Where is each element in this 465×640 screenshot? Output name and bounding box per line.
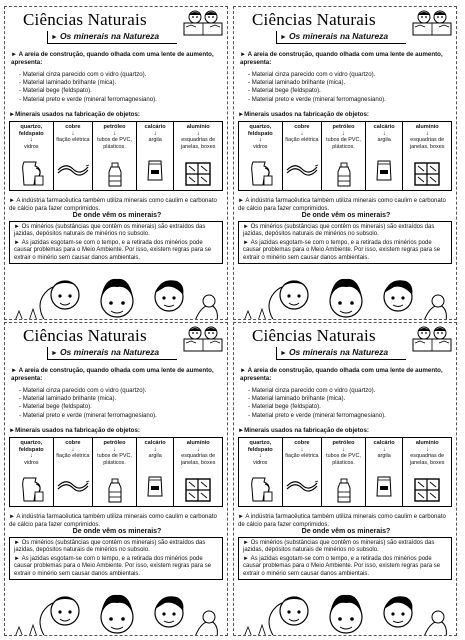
worksheet-card [233, 322, 457, 636]
mineral-name: quartzo, feldspato [18, 440, 44, 453]
bullet-arrow-icon: ► [14, 224, 22, 230]
mineral-name: calcário [144, 440, 166, 446]
mineral-name: calcário [373, 124, 395, 130]
card-subtitle-text: Os minerais na Natureza [59, 347, 160, 357]
bullet-arrow-icon: ► [238, 427, 245, 434]
mineral-name: petróleo [332, 124, 355, 130]
bullet-arrow-icon: ► [11, 367, 19, 374]
list-item: - Material laminado brilhante (mica). [248, 395, 452, 403]
list-item: - Material preto e verde (mineral ferromagnesiano). [19, 412, 223, 420]
mineral-product: tubos de PVC, plásticos. [97, 453, 132, 466]
sand-components-list [248, 71, 452, 104]
bullet-arrow-icon: ► [238, 513, 246, 520]
list-item: - Material laminado brilhante (mica). [19, 79, 223, 87]
origin-paragraph [14, 224, 218, 239]
mineral-name: cobre [294, 124, 310, 130]
children-reading-icon [183, 9, 223, 37]
window-frame-icon [414, 478, 440, 502]
children-illustration-icon [5, 265, 228, 320]
plastic-bottle-icon [334, 478, 354, 504]
pharma-text [9, 513, 223, 528]
mineral-name: alumínio [186, 124, 210, 130]
origin-paragraph-text: Os minérios (substâncias que contêm os minerais) são extraídos das jazidas, depósitos naturais de minérios no subsolo. [14, 224, 206, 238]
pharma-text [238, 513, 452, 528]
mineral-cell-quartz [10, 122, 54, 190]
intro-text-content: A areia de construção, quando olhada com uma lente de aumento, apresenta: [240, 367, 443, 382]
list-item: - Material bege (feldspato). [248, 87, 452, 95]
mineral-cell-limestone [366, 438, 404, 506]
arrow-down-icon: ↓ [258, 453, 262, 459]
list-item: - Material bege (feldspato). [19, 87, 223, 95]
bullet-arrow-icon: ► [243, 555, 251, 562]
section-question: De onde vêm os minerais? [301, 528, 391, 535]
origin-paragraph [14, 240, 218, 262]
list-item: - Material bege (feldspato). [248, 403, 452, 411]
section-question: De onde vêm os minerais? [301, 212, 391, 219]
mineral-name: quartzo, feldspato [247, 440, 273, 453]
mineral-cell-copper [283, 438, 323, 506]
mineral-cell-copper [54, 438, 94, 506]
mineral-origin-box [238, 537, 452, 580]
plastic-bottle-icon [334, 162, 354, 188]
mineral-cell-aluminium [174, 122, 222, 190]
list-item: - Material cinza parecido com o vidro (quartzo). [19, 387, 223, 395]
arrow-down-icon: ↓ [342, 130, 346, 137]
arrow-down-icon: ↓ [425, 130, 429, 137]
glass-pitcher-icon [245, 474, 275, 504]
list-item: - Material preto e verde (mineral ferromagnesiano). [248, 412, 452, 420]
bullet-arrow-icon: ► [243, 540, 251, 546]
list-item: - Material laminado brilhante (mica). [19, 395, 223, 403]
bullet-arrow-icon: ► [240, 51, 248, 58]
minerals-table [238, 437, 452, 507]
arrow-down-icon: ↓ [342, 446, 346, 453]
mineral-cell-quartz [239, 122, 283, 190]
mineral-cell-quartz [239, 438, 283, 506]
clay-bag-icon [145, 474, 165, 498]
bullet-arrow-icon: ► [11, 51, 19, 58]
minerals-table [238, 121, 452, 191]
mineral-product: tubos de PVC, plásticos. [326, 453, 361, 466]
mineral-cell-petroleum [93, 438, 137, 506]
origin-paragraph [243, 224, 447, 239]
mineral-product: esquadrias de janelas, boxes [180, 453, 216, 466]
children-illustration-icon [234, 265, 457, 320]
origin-paragraph-text: As jazidas esgotam-se com o tempo, e a retirada dos minérios pode causar problemas para o Meio Ambiente. Por isso, existem regras para se extrair o minério sem causar danos ambientais. [14, 555, 212, 577]
card-subtitle-text: Os minerais na Natureza [288, 347, 389, 357]
section-question: De onde vêm os minerais? [72, 212, 162, 219]
window-frame-icon [185, 162, 211, 186]
pharma-text [238, 197, 452, 212]
card-subtitle [47, 31, 177, 44]
mineral-product: fiação elétrica [56, 137, 90, 143]
bullet-arrow-icon: ► [14, 540, 22, 546]
mineral-product: fiação elétrica [285, 453, 319, 459]
minerals-heading [238, 111, 452, 118]
pointer-icon: ► [280, 34, 287, 41]
origin-paragraph-text: Os minérios (substâncias que contêm os minerais) são extraídos das jazidas, depósitos naturais de minérios no subsolo. [243, 540, 435, 554]
arrow-down-icon: ↓ [153, 130, 157, 137]
list-item: - Material cinza parecido com o vidro (quartzo). [19, 71, 223, 79]
glass-pitcher-icon [16, 158, 46, 188]
mineral-name: calcário [144, 124, 166, 130]
bullet-arrow-icon: ► [240, 367, 248, 374]
mineral-product: fiação elétrica [56, 453, 90, 459]
mineral-name: alumínio [415, 440, 439, 446]
mineral-name: petróleo [332, 440, 355, 446]
intro-text [11, 51, 223, 67]
bullet-arrow-icon: ► [9, 111, 16, 118]
card-subtitle-text: Os minerais na Natureza [288, 31, 389, 41]
list-item: - Material laminado brilhante (mica). [248, 79, 452, 87]
mineral-cell-petroleum [322, 438, 366, 506]
mineral-product: argila [377, 137, 391, 143]
children-illustration-icon [234, 581, 457, 636]
card-subtitle [47, 347, 177, 360]
mineral-product: tubos de PVC, plásticos. [326, 137, 361, 150]
minerals-heading-text: Minerais usados na fabricação de objetos: [244, 427, 369, 434]
arrow-down-icon: ↓ [113, 130, 117, 137]
mineral-cell-petroleum [93, 122, 137, 190]
mineral-cell-aluminium [174, 438, 222, 506]
intro-text [240, 367, 452, 383]
origin-paragraph-text: Os minérios (substâncias que contêm os minerais) são extraídos das jazidas, depósitos naturais de minérios no subsolo. [14, 540, 206, 554]
card-title: Ciências Naturais [23, 10, 147, 29]
mineral-name: cobre [294, 440, 310, 446]
pointer-icon: ► [51, 34, 58, 41]
intro-text-content: A areia de construção, quando olhada com uma lente de aumento, apresenta: [11, 51, 214, 66]
mineral-product: vidros [253, 143, 268, 150]
origin-paragraph-text: As jazidas esgotam-se com o tempo, e a retirada dos minérios pode causar problemas para o Meio Ambiente. Por isso, existem regras para se extrair o minério sem causar danos ambientais. [14, 239, 212, 261]
origin-paragraph [243, 556, 447, 578]
minerals-heading-text: Minerais usados na fabricação de objetos: [15, 111, 140, 118]
card-title: Ciências Naturais [252, 10, 376, 29]
children-reading-icon [183, 325, 223, 353]
mineral-name: cobre [65, 124, 81, 130]
window-frame-icon [414, 162, 440, 186]
minerals-heading-text: Minerais usados na fabricação de objetos: [244, 111, 369, 118]
mineral-name: calcário [373, 440, 395, 446]
mineral-cell-copper [283, 122, 323, 190]
worksheet-card [4, 322, 228, 636]
minerals-heading-text: Minerais usados na fabricação de objetos: [15, 427, 140, 434]
mineral-cell-petroleum [322, 122, 366, 190]
bullet-arrow-icon: ► [238, 111, 245, 118]
mineral-origin-box [9, 537, 223, 580]
worksheet-card [4, 6, 228, 320]
mineral-name: petróleo [103, 124, 126, 130]
bullet-arrow-icon: ► [9, 197, 17, 204]
arrow-down-icon: ↓ [196, 130, 200, 137]
mineral-product: esquadrias de janelas, boxes [409, 137, 445, 150]
electric-wire-icon [56, 472, 90, 496]
list-item: - Material preto e verde (mineral ferromagnesiano). [19, 96, 223, 104]
minerals-table [9, 121, 223, 191]
minerals-heading [9, 111, 223, 118]
card-title: Ciências Naturais [23, 326, 147, 345]
mineral-cell-copper [54, 122, 94, 190]
section-question: De onde vêm os minerais? [72, 528, 162, 535]
mineral-product: argila [148, 453, 162, 459]
arrow-down-icon: ↓ [71, 446, 75, 453]
pharma-text-content: A indústria farmacêutica também utiliza minerais como caulim e carbonato de cálcio para fazer comprimidos. [238, 197, 446, 212]
intro-text [240, 51, 452, 67]
arrow-down-icon: ↓ [153, 446, 157, 453]
plastic-bottle-icon [105, 478, 125, 504]
minerals-heading [9, 427, 223, 434]
arrow-down-icon: ↓ [300, 446, 304, 453]
card-title: Ciências Naturais [252, 326, 376, 345]
pointer-icon: ► [51, 350, 58, 357]
minerals-heading [238, 427, 452, 434]
mineral-cell-aluminium [403, 438, 451, 506]
origin-paragraph [243, 240, 447, 262]
list-item: - Material cinza parecido com o vidro (quartzo). [248, 387, 452, 395]
mineral-cell-quartz [10, 438, 54, 506]
mineral-product: vidros [24, 459, 39, 466]
origin-paragraph [14, 556, 218, 578]
arrow-down-icon: ↓ [71, 130, 75, 137]
sand-components-list [248, 387, 452, 420]
children-illustration-icon [5, 581, 228, 636]
mineral-product: vidros [253, 459, 268, 466]
intro-text-content: A areia de construção, quando olhada com uma lente de aumento, apresenta: [240, 51, 443, 66]
origin-paragraph-text: Os minérios (substâncias que contêm os minerais) são extraídos das jazidas, depósitos naturais de minérios no subsolo. [243, 224, 435, 238]
clay-bag-icon [374, 158, 394, 182]
pharma-text-content: A indústria farmacêutica também utiliza minerais como caulim e carbonato de cálcio para fazer comprimidos. [9, 513, 217, 528]
mineral-cell-aluminium [403, 122, 451, 190]
minerals-table [9, 437, 223, 507]
glass-pitcher-icon [245, 158, 275, 188]
bullet-arrow-icon: ► [9, 427, 16, 434]
mineral-cell-limestone [137, 438, 175, 506]
children-reading-icon [412, 325, 452, 353]
bullet-arrow-icon: ► [243, 224, 251, 230]
pharma-text [9, 197, 223, 212]
sand-components-list [19, 71, 223, 104]
bullet-arrow-icon: ► [9, 513, 17, 520]
intro-text [11, 367, 223, 383]
electric-wire-icon [285, 156, 319, 180]
children-reading-icon [412, 9, 452, 37]
window-frame-icon [185, 478, 211, 502]
plastic-bottle-icon [105, 162, 125, 188]
mineral-product: argila [377, 453, 391, 459]
mineral-product: fiação elétrica [285, 137, 319, 143]
mineral-name: cobre [65, 440, 81, 446]
origin-paragraph [14, 540, 218, 555]
card-subtitle [276, 31, 406, 44]
electric-wire-icon [285, 472, 319, 496]
arrow-down-icon: ↓ [113, 446, 117, 453]
mineral-name: quartzo, feldspato [18, 124, 44, 137]
arrow-down-icon: ↓ [382, 130, 386, 137]
origin-paragraph-text: As jazidas esgotam-se com o tempo, e a retirada dos minérios pode causar problemas para o Meio Ambiente. Por isso, existem regras para se extrair o minério sem causar danos ambientais. [243, 555, 441, 577]
mineral-name: petróleo [103, 440, 126, 446]
arrow-down-icon: ↓ [300, 130, 304, 137]
mineral-product: tubos de PVC, plásticos. [97, 137, 132, 150]
mineral-product: esquadrias de janelas, boxes [180, 137, 216, 150]
bullet-arrow-icon: ► [243, 239, 251, 246]
mineral-product: argila [148, 137, 162, 143]
arrow-down-icon: ↓ [29, 453, 33, 459]
list-item: - Material cinza parecido com o vidro (quartzo). [248, 71, 452, 79]
mineral-name: alumínio [415, 124, 439, 130]
arrow-down-icon: ↓ [258, 137, 262, 143]
arrow-down-icon: ↓ [196, 446, 200, 453]
intro-text-content: A areia de construção, quando olhada com uma lente de aumento, apresenta: [11, 367, 214, 382]
origin-paragraph-text: As jazidas esgotam-se com o tempo, e a retirada dos minérios pode causar problemas para o Meio Ambiente. Por isso, existem regras para se extrair o minério sem causar danos ambientais. [243, 239, 441, 261]
bullet-arrow-icon: ► [14, 239, 22, 246]
glass-pitcher-icon [16, 474, 46, 504]
mineral-cell-limestone [366, 122, 404, 190]
pharma-text-content: A indústria farmacêutica também utiliza minerais como caulim e carbonato de cálcio para fazer comprimidos. [238, 513, 446, 528]
list-item: - Material bege (feldspato). [19, 403, 223, 411]
mineral-cell-limestone [137, 122, 175, 190]
clay-bag-icon [374, 474, 394, 498]
arrow-down-icon: ↓ [382, 446, 386, 453]
bullet-arrow-icon: ► [14, 555, 22, 562]
electric-wire-icon [56, 156, 90, 180]
arrow-down-icon: ↓ [425, 446, 429, 453]
mineral-origin-box [238, 221, 452, 264]
mineral-name: quartzo, feldspato [247, 124, 273, 137]
mineral-origin-box [9, 221, 223, 264]
mineral-name: alumínio [186, 440, 210, 446]
mineral-product: vidros [24, 143, 39, 150]
mineral-product: esquadrias de janelas, boxes [409, 453, 445, 466]
pointer-icon: ► [280, 350, 287, 357]
arrow-down-icon: ↓ [29, 137, 33, 143]
worksheet-card [233, 6, 457, 320]
sand-components-list [19, 387, 223, 420]
list-item: - Material preto e verde (mineral ferromagnesiano). [248, 96, 452, 104]
origin-paragraph [243, 540, 447, 555]
pharma-text-content: A indústria farmacêutica também utiliza minerais como caulim e carbonato de cálcio para fazer comprimidos. [9, 197, 217, 212]
clay-bag-icon [145, 158, 165, 182]
card-subtitle-text: Os minerais na Natureza [59, 31, 160, 41]
bullet-arrow-icon: ► [238, 197, 246, 204]
card-subtitle [276, 347, 406, 360]
